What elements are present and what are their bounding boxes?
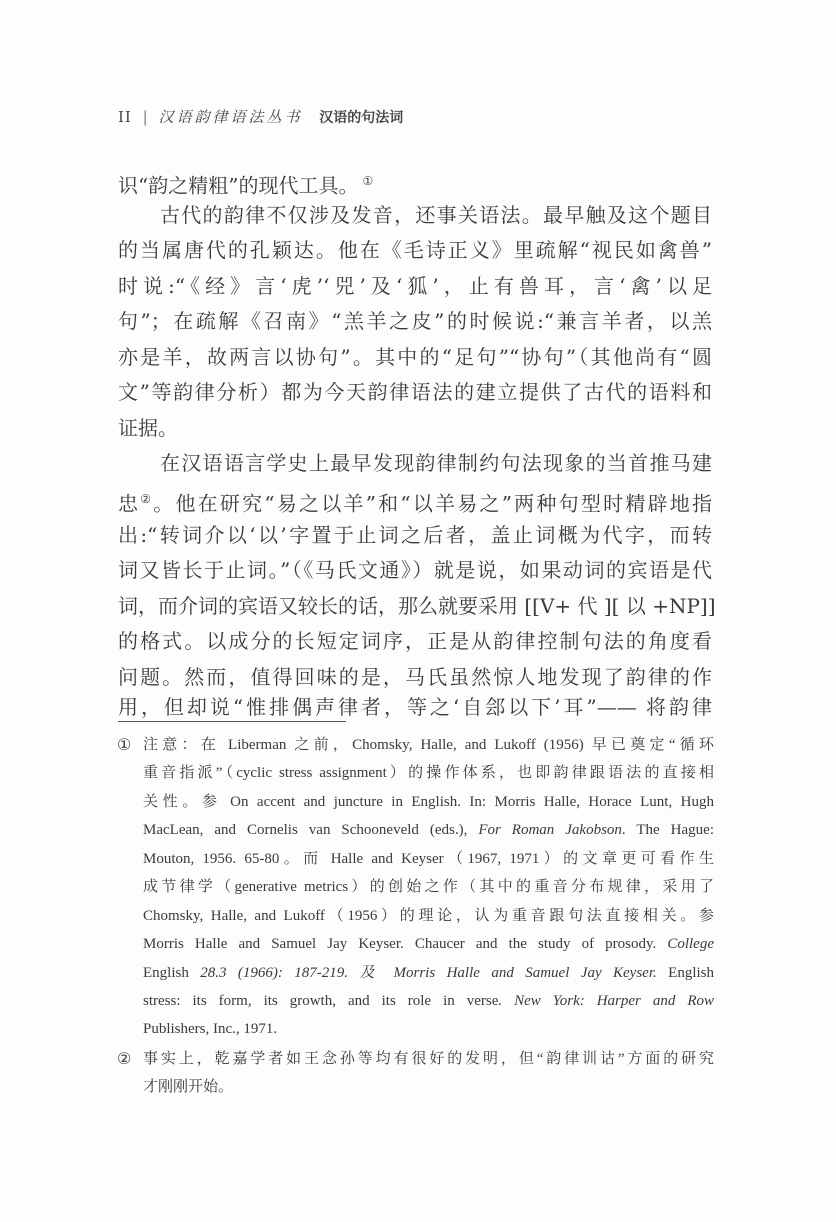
text-line: 古代的韵律不仅涉及发音，还事关语法。最早触及这个题目 [160, 203, 712, 227]
text-span: 成节律学（generative metrics）的创始之作（其中的重音分布规律，采用了 [143, 879, 714, 895]
text-span: Chomsky, Halle, and Lukoff（1956）的理论，认为重音跟句法直接相关。参 [143, 908, 714, 924]
text-line: 亦是羊，故两言以协句”。其中的“足句”“协句”（其他尚有“圆 [118, 345, 712, 369]
text-span: Morris Halle and Samuel Jay Keyser. Chaucer and the study of prosody. [143, 936, 668, 952]
footnote-line [143, 1019, 714, 1039]
text-span: its growth [263, 993, 333, 1009]
italic-title: . New York: Harper and Row [498, 993, 715, 1009]
text-span: 事实上，乾嘉学者如王念孙等均有很好的发明，但“韵律训诂”方面的研究 [143, 1051, 714, 1067]
series-title: 汉语韵律语法丛书 [158, 108, 303, 126]
text-span: MacLean, and Cornelis van Schooneveld (eds.), [143, 822, 479, 838]
text-line: 的当属唐代的孔颖达。他在《毛诗正义》里疏解“视民如禽兽” [118, 238, 712, 262]
italic-title: 28.3 (1966): 187-219. 及 Morris Halle and Samuel Jay Keyser. [188, 965, 669, 981]
text-line [118, 486, 712, 517]
footnote-line [143, 991, 714, 1011]
footnote-line [143, 763, 714, 783]
footnote-divider [118, 721, 346, 722]
text-span: 识“韵之精粗”的现代工具。 [118, 173, 359, 198]
text-line: 的格式。以成分的长短定词序，正是从韵律控制句法的角度看 [118, 629, 712, 653]
italic-title: For Roman Jakobson [478, 822, 622, 838]
text-line: 词，而介词的宾语又较长的话，那么就要采用 [[V+ 代 ][ 以 +NP]] [118, 594, 716, 618]
footnote-marker: ① [117, 735, 132, 754]
footnote-ref-2[interactable]: ② [140, 492, 154, 506]
footnote-ref-1[interactable]: ① [362, 174, 374, 188]
text-span: 关性。参 On accent and juncture in English. In: Morris Halle, Horace Lunt, Hugh [143, 794, 714, 810]
book-title: 汉语的句法词 [319, 110, 404, 126]
text-line: 文”等韵律分析）都为今天韵律语法的建立提供了古代的语料和 [118, 380, 712, 404]
italic-title: College [667, 936, 714, 952]
text-line: 在汉语语言学史上最早发现韵律制约句法现象的当首推马建 [160, 451, 712, 475]
text-span: 。他在研究“易之以羊”和“以羊易之”两种句型时精辟地指 [153, 491, 712, 516]
header-separator: | [142, 108, 148, 126]
page-number: II [118, 108, 132, 126]
text-span: 注意：在 Liberman 之前，Chomsky, Halle, and Lukoff (1956) 早已奠定“循环 [143, 737, 714, 753]
text-span: English [143, 965, 189, 981]
text-span: 重音指派”（cyclic stress assignment）的操作体系，也即韵律跟语法的直接相 [143, 765, 714, 781]
text-line: 用，但却说“惟排偶声律者，等之‘自郐以下’耳”—— 将韵律 [118, 695, 712, 719]
text-span: and its role in verse [347, 993, 499, 1009]
italic-title: , [247, 993, 264, 1009]
text-line: 词又皆长于止词。”（《马氏文通》）就是说，如果动词的宾语是代 [118, 558, 712, 582]
text-span: . The Hague: [621, 822, 714, 838]
text-span: stress: its form [143, 993, 248, 1009]
text-line: 问题。然而，值得回味的是，马氏虽然惊人地发现了韵律的作 [118, 665, 712, 689]
text-span: Publishers, Inc., 1971. [143, 1021, 278, 1037]
text-line: 句”；在疏解《召南》“羔羊之皮”的时候说:“兼言羊者，以羔 [118, 309, 712, 333]
footnote-line [143, 963, 714, 983]
footnote-line [143, 906, 714, 926]
footnote-line [143, 820, 714, 840]
text-span: 才刚刚开始。 [143, 1079, 234, 1095]
text-span: 忠 [118, 491, 141, 516]
footnote-line [143, 1049, 714, 1069]
text-line: 证据。 [118, 416, 178, 440]
italic-title: , [332, 993, 348, 1009]
footnote-marker: ② [117, 1049, 132, 1068]
footnote-line [143, 1077, 714, 1097]
running-header [118, 106, 403, 127]
text-line: 时说:“《经》言‘虎’‘兕’及‘狐’，止有兽耳，言‘禽’以足 [118, 274, 712, 298]
footnote-line [143, 877, 714, 897]
text-line [118, 168, 712, 199]
footnote-line [143, 934, 714, 954]
footnote-line [143, 735, 714, 755]
text-line: 出:“转词介以‘以’字置于止词之后者，盖止词概为代字，而转 [118, 523, 712, 547]
footnote-line [143, 849, 714, 869]
text-span: English [668, 965, 714, 981]
text-span: Mouton, 1956. 65-80。而 Halle and Keyser（1967, 1971）的文章更可看作生 [143, 851, 714, 867]
footnote-line [143, 792, 714, 812]
